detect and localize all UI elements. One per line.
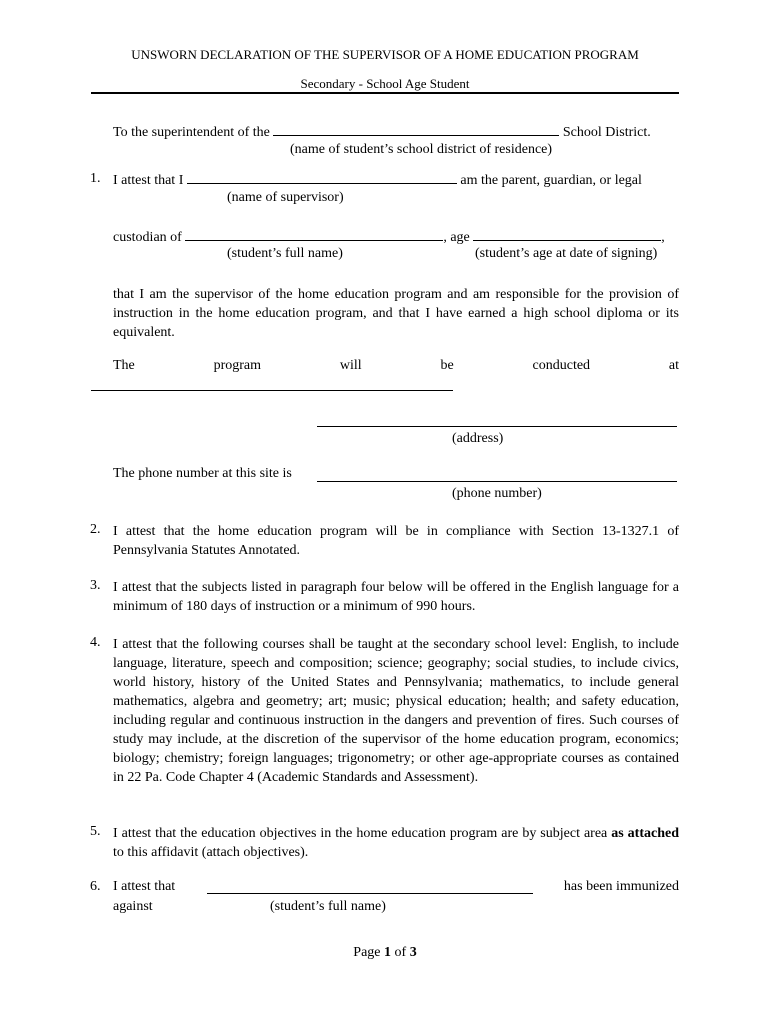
intro-suffix: School District. xyxy=(562,125,651,140)
item1-line1 xyxy=(113,171,642,189)
custodian-line xyxy=(113,228,665,246)
item5-text-end: to this affidavit (attach objectives). xyxy=(113,845,309,860)
immunized-student-field[interactable] xyxy=(207,881,533,894)
immunized-student-caption: (student’s full name) xyxy=(270,899,386,914)
school-district-caption: (name of student’s school district of residence) xyxy=(290,142,553,157)
item6-line2: against xyxy=(113,899,153,914)
item1-suffix: am the parent, guardian, or legal xyxy=(460,173,642,188)
intro-line xyxy=(113,123,651,141)
item-number: 6. xyxy=(90,879,101,894)
student-name-caption: (student’s full name) xyxy=(227,246,343,261)
phone-field[interactable] xyxy=(317,481,677,482)
page-total: 3 xyxy=(409,945,417,960)
custodian-prefix: custodian of xyxy=(113,230,182,245)
item5-bold-text: as attached xyxy=(611,826,679,841)
item1-prefix: I attest that I xyxy=(113,173,184,188)
item6-suffix: has been immunized xyxy=(563,879,679,894)
page-label: Page xyxy=(353,945,381,960)
item-number: 1. xyxy=(90,171,101,186)
age-label: , age xyxy=(443,230,470,245)
header-rule xyxy=(91,92,679,94)
page-number: 1 xyxy=(384,945,392,960)
phone-label: The phone number at this site is xyxy=(113,466,292,481)
document-title: UNSWORN DECLARATION OF THE SUPERVISOR OF A HOME EDUCATION PROGRAM xyxy=(131,47,639,62)
address-field-line1[interactable] xyxy=(91,390,453,391)
supervisor-caption: (name of supervisor) xyxy=(227,190,344,205)
conducted-at-line xyxy=(113,358,679,374)
age-suffix: , xyxy=(661,230,665,245)
item-number: 3. xyxy=(90,578,101,593)
item5-text-start: I attest that the education objectives in the home education program are by subject area xyxy=(113,826,608,841)
document-subtitle: Secondary - School Age Student xyxy=(300,76,470,91)
conducted-word: conducted xyxy=(532,358,591,373)
conducted-word: will xyxy=(339,358,362,373)
conducted-word: be xyxy=(440,358,454,373)
item3-text: I attest that the subjects listed in paragraph four below will be offered in the English language for a minimum of 180 days of instruction or a minimum of 990 hours. xyxy=(113,580,679,614)
item6-prefix: I attest that xyxy=(113,879,176,894)
student-age-caption: (student’s age at date of signing) xyxy=(475,246,658,261)
intro-prefix: To the superintendent of the xyxy=(113,125,270,140)
conducted-word: The xyxy=(113,358,135,373)
address-field-line2[interactable] xyxy=(317,426,677,427)
item-number: 2. xyxy=(90,522,101,537)
item4-text: I attest that the following courses shall be taught at the secondary school level: English, to include language, literature, speech and composition; science; geography; social studies, to include civics, world history, history of the United States and Pennsylvania; mathematics, to include general mathematics, algebra and geometry; art; music; physical education; health; and safety education, including regular and continuous instruction in the dangers and prevention of fires. Such courses of study may include, at the discretion of the supervisor of the home education program, economics; biology; chemistry; foreign languages; trigonometry; or other age-appropriate courses as contained in 22 Pa. Code Chapter 4 (Academic Standards and Assessment). xyxy=(113,637,679,785)
item-number: 5. xyxy=(90,824,101,839)
item-number: 4. xyxy=(90,635,101,650)
page-of-label: of xyxy=(394,945,407,960)
supervisor-name-field[interactable] xyxy=(187,171,457,184)
item2-text: I attest that the home education program will be in compliance with Section 13-1327.1 of Pennsylvania Statutes Annotated. xyxy=(113,524,679,558)
school-district-field[interactable] xyxy=(273,123,559,136)
item5-text xyxy=(113,824,679,862)
conducted-word: program xyxy=(213,358,262,373)
conducted-word: at xyxy=(668,358,679,373)
student-age-field[interactable] xyxy=(473,228,661,241)
phone-caption: (phone number) xyxy=(452,486,542,501)
supervisor-statement: that I am the supervisor of the home education program and am responsible for the provision of instruction in the home education program, and that I have earned a high school diploma or its equivalent. xyxy=(113,287,679,340)
student-name-field[interactable] xyxy=(185,228,443,241)
item6-line1 xyxy=(113,879,679,895)
page-indicator xyxy=(0,945,770,961)
address-caption: (address) xyxy=(452,431,504,446)
